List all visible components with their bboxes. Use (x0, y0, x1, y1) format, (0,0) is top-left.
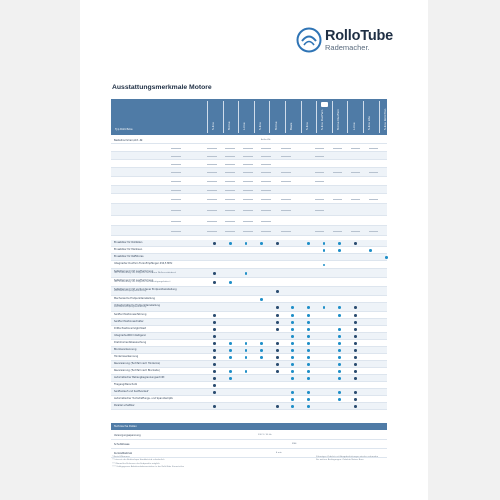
column-header-9 (347, 101, 363, 133)
article-number-placeholder (171, 148, 181, 149)
article-number-placeholder (207, 221, 217, 222)
feature-available-dot (276, 370, 279, 373)
feature-sublabel: (bei Verwendung von Stoppern und Befestigungsfedern) (114, 281, 171, 284)
column-header-1 (223, 101, 239, 133)
feature-available-dot (276, 405, 279, 408)
feature-available-dot (354, 391, 357, 394)
feature-row (111, 319, 387, 326)
feature-available-dot (229, 377, 232, 380)
article-number-placeholder (207, 164, 217, 165)
feature-available-dot (354, 356, 357, 359)
article-number-placeholder (171, 190, 181, 191)
feature-available-dot (213, 242, 216, 245)
article-number-row (111, 216, 387, 226)
column-header-0 (207, 101, 223, 133)
column-header-8 (332, 101, 348, 133)
article-number-placeholder (281, 172, 291, 173)
technical-value: 4 min (276, 452, 282, 454)
column-header-2 (238, 101, 254, 133)
article-number-placeholder (315, 231, 324, 232)
feature-label: Dritte Positionsmöglichkeit (114, 326, 146, 330)
article-number-placeholder (333, 172, 342, 173)
feature-available-dot (291, 335, 294, 338)
feature-available-dot (307, 335, 310, 338)
brand-subtitle: Rademacher. (325, 43, 370, 52)
feature-available-dot (338, 349, 341, 352)
feature-available-dot (385, 256, 388, 259)
article-number-placeholder (225, 164, 235, 165)
article-number-placeholder (351, 172, 360, 173)
article-number-placeholder (369, 148, 378, 149)
article-number-placeholder (351, 231, 360, 232)
article-number-placeholder (261, 172, 271, 173)
feature-available-dot (338, 391, 341, 394)
feature-available-dot (276, 306, 279, 309)
feature-available-dot (291, 321, 294, 324)
feature-available-dot (338, 370, 341, 373)
feature-available-dot (323, 249, 326, 252)
feature-available-dot (338, 335, 341, 338)
feature-row (111, 389, 387, 396)
article-number-row (111, 226, 387, 236)
feature-available-dot (213, 377, 216, 380)
brand-logo (296, 27, 396, 55)
article-number-placeholder (281, 148, 291, 149)
footnote: *** Manuelles Einlernen der Endpunkte möglich (112, 462, 160, 465)
article-number-placeholder (351, 199, 360, 200)
feature-row (111, 396, 387, 403)
article-number-placeholder (315, 210, 324, 211)
feature-available-dot (338, 398, 341, 401)
technical-label: Kurzzeitbetrieb (114, 452, 133, 455)
column-label: S-line (304, 122, 309, 130)
feature-available-dot (229, 349, 232, 352)
feature-available-dot (307, 328, 310, 331)
feature-label: Hinderniserkennung (114, 354, 139, 358)
feature-available-dot (245, 370, 248, 373)
feature-available-dot (276, 349, 279, 352)
technical-title: Technische Daten (114, 424, 137, 428)
feature-label: Automatischer Tuchstraffungs- und Spanntempfe (114, 396, 173, 400)
feature-row (111, 403, 387, 410)
article-number-placeholder (207, 148, 217, 149)
article-number-placeholder (243, 172, 253, 173)
article-number-placeholder (243, 210, 253, 211)
feature-available-dot (260, 298, 263, 301)
feature-available-dot (323, 264, 326, 267)
feature-available-dot (354, 342, 357, 345)
feature-available-dot (276, 356, 279, 359)
article-number-placeholder (281, 210, 291, 211)
feature-label: Sanftanlauf und Sanftverlauf (114, 389, 149, 393)
feature-sublabel: (bei Verwendung von Stoppern und starren Wellenverbindern) (114, 272, 177, 275)
feature-available-dot (338, 342, 341, 345)
footnote-right: Für weitere Bedingungen: Zubehör Nutzer Buro (316, 459, 364, 462)
feature-row (111, 340, 387, 347)
feature-available-dot (276, 328, 279, 331)
article-number-placeholder (243, 148, 253, 149)
feature-row (111, 333, 387, 340)
article-number-row (111, 160, 387, 168)
feature-available-dot (307, 349, 310, 352)
feature-available-dot (307, 391, 310, 394)
feature-available-dot (323, 306, 326, 309)
article-number-placeholder (261, 148, 271, 149)
feature-label: Parallel schaltbar (114, 403, 135, 407)
article-number-placeholder (207, 199, 217, 200)
article-number-row (111, 194, 387, 204)
feature-label: Einsetzbar für Markisen (114, 247, 143, 251)
feature-label: Fliegengitterschutz (114, 382, 137, 386)
feature-row (111, 261, 387, 269)
feature-available-dot (369, 249, 372, 252)
article-number-placeholder (171, 231, 181, 232)
feature-available-dot (229, 342, 232, 345)
feature-available-dot (291, 377, 294, 380)
column-label: M-line (226, 121, 231, 130)
column-label: M-line (273, 121, 278, 130)
feature-available-dot (245, 342, 248, 345)
feature-available-dot (245, 356, 248, 359)
article-number-placeholder (261, 164, 271, 165)
feature-available-dot (229, 370, 232, 373)
page-title: Ausstattungsmerkmale Motore (112, 84, 212, 91)
article-number-placeholder (369, 231, 378, 232)
column-header-3 (254, 101, 270, 133)
feature-available-dot (307, 370, 310, 373)
feature-label: Einsetzbar für Rollläden (114, 240, 143, 244)
article-number-placeholder (281, 199, 291, 200)
column-header-7 (316, 101, 332, 133)
feature-label: Integrierte-NRX Intelligenz (114, 333, 146, 337)
feature-available-dot (245, 272, 248, 275)
feature-available-dot (307, 377, 310, 380)
feature-sublabel: und Bedienfernprogrammierung (114, 290, 147, 293)
feature-available-dot (291, 356, 294, 359)
column-label: L-line (351, 122, 356, 130)
feature-available-dot (338, 363, 341, 366)
article-number-placeholder (315, 181, 324, 182)
article-number-placeholder (207, 172, 217, 173)
feature-available-dot (354, 349, 357, 352)
article-number-placeholder (207, 190, 217, 191)
article-number-placeholder (225, 156, 235, 157)
feature-available-dot (213, 281, 216, 284)
feature-available-dot (213, 384, 216, 387)
article-number-placeholder (243, 199, 253, 200)
footnote-right: Zulassiges Zubehör mit Ausgabeleistungen wieder vorhanden (316, 456, 379, 458)
feature-row (111, 240, 387, 247)
feature-available-dot (323, 242, 326, 245)
article-number-placeholder (225, 221, 235, 222)
technical-value: 230 V / 50 Hz (258, 434, 272, 436)
article-number-row (111, 177, 387, 186)
article-number-placeholder (333, 199, 342, 200)
feature-label: Integrierter DuoFern Funk-Empfänger 434,5 MHz (114, 261, 173, 265)
feature-label: Selbstlernend mit verbundener Endpunkteinstellung (114, 287, 177, 291)
feature-available-dot (307, 356, 310, 359)
technical-row (111, 441, 387, 449)
column-label: S-line (211, 122, 216, 130)
duofern-icon (321, 102, 328, 107)
article-number-placeholder (225, 181, 235, 182)
column-label: L-line (242, 122, 247, 130)
feature-available-dot (291, 342, 294, 345)
feature-available-dot (260, 356, 263, 359)
feature-available-dot (213, 321, 216, 324)
feature-available-dot (307, 306, 310, 309)
feature-available-dot (213, 314, 216, 317)
article-number-placeholder (333, 231, 342, 232)
article-number-placeholder (207, 231, 217, 232)
feature-row (111, 354, 387, 361)
feature-available-dot (354, 370, 357, 373)
article-number-placeholder (243, 231, 253, 232)
feature-available-dot (213, 363, 216, 366)
article-number-placeholder (225, 190, 235, 191)
article-number-placeholder (225, 231, 235, 232)
feature-label: Sanfter Positionsanfahrung (114, 312, 147, 316)
feature-available-dot (354, 314, 357, 317)
article-number-placeholder (315, 199, 324, 200)
feature-available-dot (354, 335, 357, 338)
article-number-row (111, 168, 387, 177)
feature-available-dot (260, 242, 263, 245)
feature-available-dot (276, 342, 279, 345)
article-number-placeholder (207, 181, 217, 182)
brand-name: RolloTube (325, 28, 394, 44)
article-number-placeholder (171, 172, 181, 173)
article-number-placeholder (261, 190, 271, 191)
column-label: M-line DuoFern (336, 108, 341, 130)
article-number-placeholder (261, 156, 271, 157)
article-number-placeholder (281, 181, 291, 182)
article-number-placeholder (261, 221, 271, 222)
feature-available-dot (291, 398, 294, 401)
feature-row (111, 278, 387, 287)
feature-available-dot (307, 321, 310, 324)
footnote: * Bestell-Nummer (112, 456, 130, 458)
feature-available-dot (213, 342, 216, 345)
article-number-placeholder (261, 199, 271, 200)
column-label: S-line (258, 122, 263, 130)
article-number-placeholder (315, 156, 324, 157)
feature-label: Drehmomentüberwachung (114, 340, 147, 344)
technical-label: Versorgungsspannung (114, 434, 141, 437)
article-number-placeholder (315, 148, 324, 149)
feature-label: Vollautomatische Endpunkteinstellung (114, 303, 160, 307)
feature-available-dot (307, 405, 310, 408)
article-number-placeholder (369, 199, 378, 200)
article-number-placeholder (243, 190, 253, 191)
article-number-placeholder (315, 172, 324, 173)
feature-available-dot (229, 281, 232, 284)
feature-available-dot (338, 356, 341, 359)
technical-header (111, 423, 387, 430)
feature-row (111, 296, 387, 303)
feature-available-dot (354, 377, 357, 380)
feature-label: Reversierung (Tuchfall nach Blockade) (114, 368, 160, 372)
feature-row (111, 287, 387, 296)
article-number-placeholder (207, 156, 217, 157)
feature-available-dot (245, 349, 248, 352)
article-number-placeholder (171, 221, 181, 222)
article-number-placeholder (225, 210, 235, 211)
feature-row (111, 326, 387, 333)
article-number-placeholder (243, 156, 253, 157)
feature-available-dot (213, 405, 216, 408)
feature-available-dot (354, 398, 357, 401)
column-header-4 (269, 101, 285, 133)
article-number-placeholder (225, 148, 235, 149)
feature-available-dot (260, 349, 263, 352)
column-header-11 (379, 101, 395, 133)
feature-available-dot (354, 363, 357, 366)
feature-available-dot (354, 405, 357, 408)
column-label: Basis (289, 122, 294, 130)
feature-available-dot (213, 391, 216, 394)
feature-available-dot (291, 363, 294, 366)
feature-available-dot (291, 391, 294, 394)
feature-available-dot (213, 272, 216, 275)
feature-available-dot (338, 306, 341, 309)
feature-row (111, 361, 387, 368)
feature-available-dot (354, 306, 357, 309)
article-number-placeholder (207, 210, 217, 211)
article-number-placeholder (261, 181, 271, 182)
feature-row (111, 247, 387, 254)
article-number-placeholder (171, 181, 181, 182)
feature-row (111, 368, 387, 375)
feature-available-dot (276, 314, 279, 317)
feature-available-dot (354, 242, 357, 245)
feature-available-dot (338, 328, 341, 331)
feature-available-dot (338, 314, 341, 317)
article-number-placeholder (333, 148, 342, 149)
feature-row (111, 269, 387, 278)
article-number-placeholder (171, 156, 181, 157)
article-number-placeholder (243, 164, 253, 165)
article-number-placeholder (369, 172, 378, 173)
technical-label: Schutzklasse (114, 443, 130, 446)
feature-label: Blockiererkennung (114, 347, 137, 351)
feature-available-dot (291, 405, 294, 408)
feature-row (111, 254, 387, 261)
feature-available-dot (307, 363, 310, 366)
feature-available-dot (276, 242, 279, 245)
feature-available-dot (276, 290, 279, 293)
footnote: ** Intensiv der Bedienhupe Handbetrieb erforderlich (112, 459, 165, 462)
feature-row (111, 347, 387, 354)
column-header-10 (363, 101, 379, 133)
feature-available-dot (291, 370, 294, 373)
article-number-row (111, 204, 387, 216)
feature-available-dot (213, 370, 216, 373)
feature-label: Selbstlernend mit Laufhemmung (114, 269, 154, 273)
feature-available-dot (354, 321, 357, 324)
motor-section-sub: Artikel-Nr. (261, 139, 271, 141)
feature-available-dot (229, 356, 232, 359)
feature-available-dot (213, 356, 216, 359)
feature-available-dot (291, 314, 294, 317)
type-column-header: Typ RolloTube (115, 128, 133, 131)
column-header-5 (285, 101, 301, 133)
article-number-row (111, 186, 387, 194)
feature-available-dot (307, 242, 310, 245)
article-number-row (111, 152, 387, 160)
motor-section-title: Bestellnummern/Art.-Nr. (114, 138, 144, 142)
article-number-placeholder (243, 221, 253, 222)
feature-available-dot (338, 249, 341, 252)
feature-available-dot (291, 328, 294, 331)
column-header-6 (301, 101, 317, 133)
feature-label: Sanfter Positionsschalter (114, 319, 144, 323)
feature-available-dot (307, 398, 310, 401)
feature-available-dot (291, 306, 294, 309)
technical-row (111, 432, 387, 440)
article-number-placeholder (243, 181, 253, 182)
article-number-placeholder (225, 172, 235, 173)
article-number-placeholder (171, 210, 181, 211)
feature-available-dot (260, 342, 263, 345)
feature-row (111, 303, 387, 312)
feature-label: Einsetzbar für Raffstores (114, 254, 144, 258)
article-number-placeholder (261, 210, 271, 211)
article-number-row (111, 144, 387, 152)
feature-available-dot (245, 242, 248, 245)
article-number-placeholder (261, 231, 271, 232)
article-number-placeholder (351, 148, 360, 149)
article-number-placeholder (281, 156, 291, 157)
feature-available-dot (291, 349, 294, 352)
article-number-placeholder (225, 199, 235, 200)
feature-row (111, 312, 387, 319)
article-number-placeholder (171, 199, 181, 200)
feature-available-dot (213, 349, 216, 352)
feature-available-dot (229, 242, 232, 245)
column-label: S-line DuoFern (320, 109, 325, 130)
feature-row (111, 382, 387, 389)
feature-available-dot (338, 242, 341, 245)
column-label: S-line RolloTron (382, 108, 387, 130)
feature-label: Automatischer Behangbegrenzungsschritt (114, 375, 165, 379)
feature-available-dot (307, 314, 310, 317)
technical-value: IP44 (292, 443, 297, 445)
article-number-placeholder (281, 231, 291, 232)
footnote: **** Erfolgsgrenze Anbieterdokumentation in der RolloTube Steuerteilen (112, 466, 185, 469)
table-header (111, 99, 387, 135)
feature-available-dot (307, 342, 310, 345)
feature-available-dot (213, 335, 216, 338)
feature-available-dot (338, 377, 341, 380)
article-number-placeholder (171, 164, 181, 165)
feature-available-dot (213, 328, 216, 331)
feature-sublabel: und Bedienfernprogrammierung (114, 306, 147, 309)
feature-label: Mechanische Endpunkteinstellung (114, 296, 155, 300)
feature-label: Selbstlernend mit Laufhemmung (114, 278, 154, 282)
rollotube-logo-icon (296, 27, 322, 53)
feature-available-dot (276, 321, 279, 324)
feature-available-dot (354, 328, 357, 331)
feature-label: Reversierung (Tuchfall nach Hindernis) (114, 361, 161, 365)
column-label: S-line Lite (367, 116, 372, 130)
feature-available-dot (276, 363, 279, 366)
feature-row (111, 375, 387, 382)
